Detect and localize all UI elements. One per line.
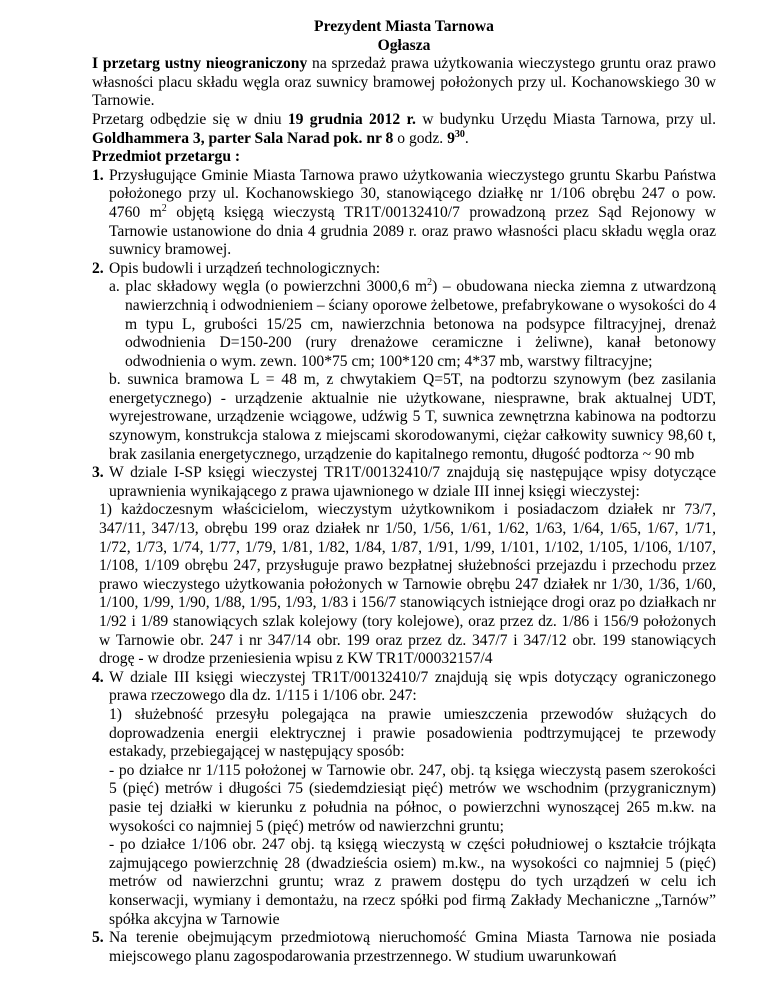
list-item [92, 929, 716, 966]
item-number: 5. [92, 929, 104, 947]
list-item [92, 669, 716, 929]
auction-time: $9^{30}$ [447, 128, 465, 147]
item-number: 3. [92, 464, 104, 482]
subitem-a: a. plac składowy węgla (o powierzchni 3000,6 $m^2$) – obudowana niecka ziemna z utwardzoną nawierzchnią i odwodnieniem – ściany oporowe żelbetowe, prefabrykowane o wysokości do 4 m typu L, grubości 15/25 cm, nawierzchnia betonowa na podsypce filtracyjnej, drenaż odwodnienia D=150-200 (rury drenażowe ceramiczne i żeliwne), kanał betonowy odwodnienia o wym. zewn. 100*75 cm; 100*120 cm; 4*37 mb, warstwy filtracyjne; [109, 277, 716, 370]
intro-bold: I przetarg ustny nieograniczony [92, 55, 308, 73]
subitem-1: 1) służebność przesyłu polegająca na prawie umieszczenia przewodów służących do doprowadzenia energii elektrycznej i prawie posadowienia podtrzymującej te przewody estakady, przebiegającej w następujący sposób: [109, 705, 716, 761]
list-item [92, 260, 716, 465]
intro-paragraph: I przetarg ustny nieograniczony na sprzedaż prawa użytkowania wieczystego gruntu oraz prawo własności placu składu węgla oraz suwnicy bramowej położonych przy ul. Kochanowskiego 30 w Tarnowie. [92, 55, 716, 110]
auction-place: Goldhammera 3, parter Sala Narad pok. nr 8 [92, 129, 394, 147]
list-item [92, 167, 716, 260]
subject-heading: Przedmiot przetargu : [92, 148, 241, 166]
date-paragraph: Przetarg odbędzie się w dniu 19 grudnia 2012 r. w budynku Urzędu Miasta Tarnowa, przy ul. Goldhammera 3, parter Sala Narad pok. nr 8 o godz. $9^{30}$. [92, 110, 716, 147]
item-number: 1. [92, 166, 104, 184]
subitem-dash-1: - po działce nr 1/115 położonej w Tarnowie obr. 247, obj. tą księga wieczystą pasem szerokości 5 (pięć) metrów i długości 75 (siedemdziesiąt pięć) metrów we wschodnim (przygranicznym) pasie tej działki w kierunku z południa na północ, o powierzchni wynoszącej 265 m.kw. na wysokości co najmniej 5 (pięć) metrów od nawierzchni gruntu; [109, 761, 716, 835]
item-text: Przysługujące Gminie Miasta Tarnowa prawo użytkowania wieczystego gruntu Skarbu Państwa położonego przy ul. Kochanowskiego 30, stanowiącego działkę nr 1/106 obrębu 247 o pow. 4760 $m^2$ objętą księgą wieczystą TR1T/00132410/7 prowadzoną przez Sąd Rejonowy w Tarnowie ustanowione do dnia 4 grudnia 2089 r. oraz prawo własności placu składu węgla oraz suwnicy bramowej. [109, 166, 717, 259]
document-title: Prezydent Miasta Tarnowa [314, 18, 494, 35]
subitem-1: 1) każdoczesnym właścicielom, wieczystym użytkownikom i posiadaczom działek nr 73/7, 347/11, 347/13, obrębu 199 oraz działek nr 1/50, 1/56, 1/61, 1/62, 1/63, 1/64, 1/65, 1/67, 1/71, 1/72, 1/73, 1/74, 1/77, 1/79, 1/81, 1/82, 1/84, 1/87, 1/91, 1/99, 1/101, 1/102, 1/105, 1/106, 1/107, 1/108, 1/109 obrębu 247, przysługuje prawo bezpłatnej służebności przejazdu i przechodu przez prawo wieczystego użytkowania położonych w Tarnowie obrębu 247 działek nr 1/30, 1/36, 1/60, 1/100, 1/99, 1/90, 1/88, 1/95, 1/93, 1/83 i 156/7 stanowiących istniejące drogi oraz po działkach nr 1/92 i 1/89 stanowiących szlak kolejowy (tory kolejowe), oraz przez dz. 1/86 i 156/9 położonych w Tarnowie obr. 247 i nr 347/14 obr. 199 oraz przez dz. 347/7 i 347/12 obr. 199 stanowiących drogę - w drodze przeniesienia wpisu z KW TR1T/00032157/4 [99, 501, 716, 668]
item-text: Na terenie obejmującym przedmiotową nieruchomość Gmina Miasta Tarnowa nie posiada miejscowego planu zagospodarowania przestrzennego. W studium uwarunkowań [109, 929, 716, 965]
item-text: W dziale III księgi wieczystej TR1T/00132410/7 znajdują się wpis dotyczący ograniczonego prawa rzeczowego dla dz. 1/115 i 1/106 obr. 247: [109, 668, 716, 705]
document-subtitle: Ogłasza [377, 36, 431, 54]
subitem-dash-2: - po działce 1/106 obr. 247 obj. tą księgą wieczystą w części południowej o kształcie trójkąta zajmującego powierzchnię 28 (dwadzieścia osiem) m.kw., na wysokości co najmniej 5 (pięć) metrów od nawierzchni gruntu; wraz z prawem dostępu do tych urządzeń w celu ich konserwacji, wymiany i demontażu, na rzecz spółki pod firmą Zakłady Mechaniczne „Tarnów” spółka akcyjna w Tarnowie [109, 836, 716, 928]
auction-date: 19 grudnia 2012 r. [287, 110, 416, 128]
subitem-b: b. suwnica bramowa L = 48 m, z chwytakiem Q=5T, na podtorzu szynowym (bez zasilania energetycznego) - urządzenie aktualnie nie użytkowane, niesprawne, brak aktualnej UDT, wyrejestrowane, urządzenie wciągowe, udźwig 5 T, suwnica zewnętrzna kabinowa na podtorzu szynowym, konstrukcja stalowa z miejscami skorodowanymi, ciężar całkowity suwnicy 98,60 t, brak zasilania energetycznego, urządzenie do kapitalnego remontu, długość podtorza ~ 90 mb [109, 371, 716, 463]
item-number: 2. [92, 259, 104, 277]
item-text: Opis budowli i urządzeń technologicznych: [109, 259, 381, 277]
item-text: W dziale I-SP księgi wieczystej TR1T/00132410/7 znajdują się następujące wpisy dotyczące uprawnienia wynikającego z prawa ujawnionego w dziale III innej księgi wieczystej: [109, 464, 716, 500]
list-item [92, 464, 716, 669]
subject-list [92, 167, 716, 967]
item-number: 4. [92, 668, 104, 686]
